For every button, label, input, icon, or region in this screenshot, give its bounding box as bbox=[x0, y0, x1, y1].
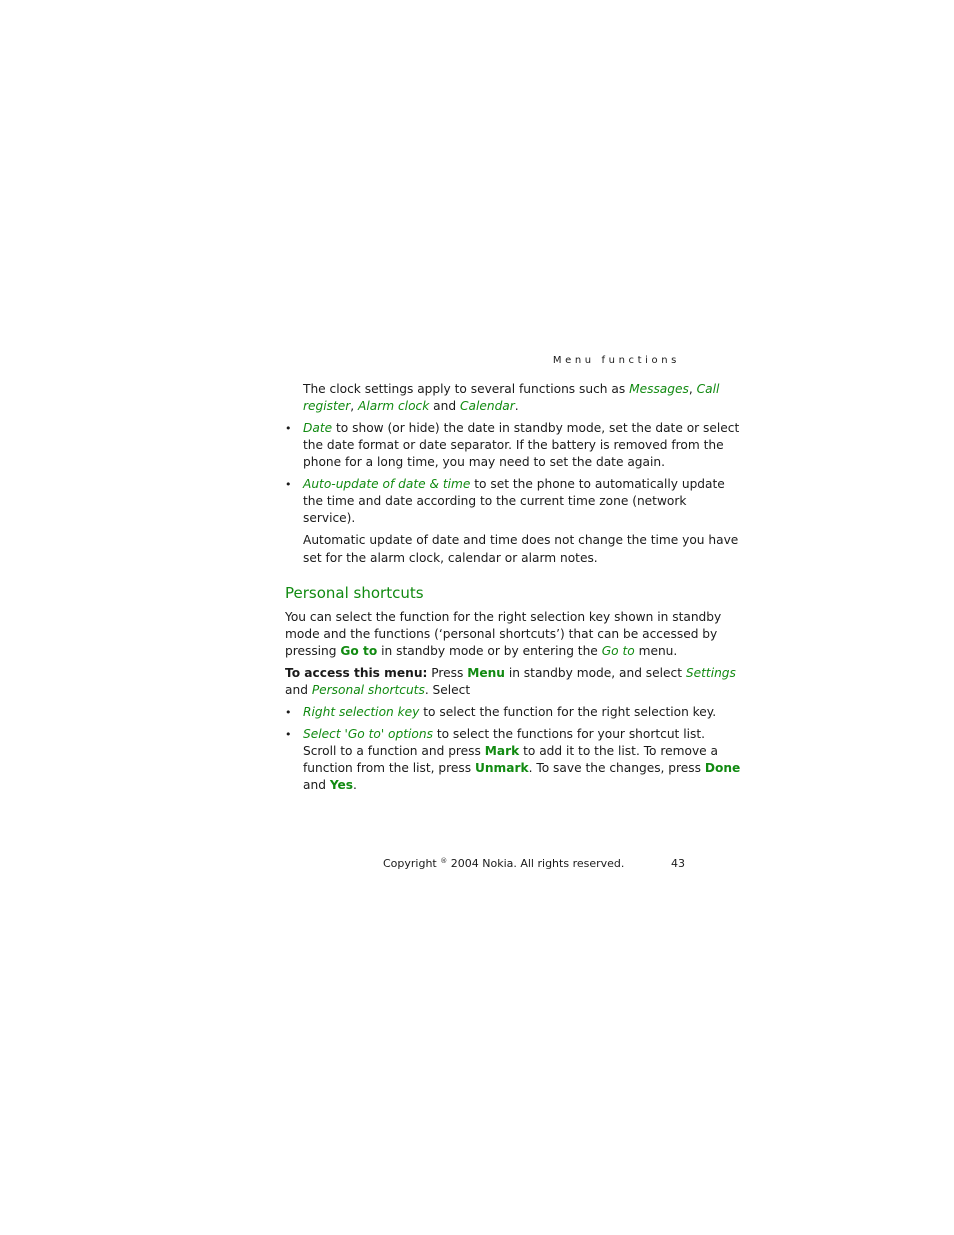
goto-desc: to select the functions for your shortcut list. bbox=[432, 727, 705, 741]
date-line-2: the date format or date separator. If the battery is removed from the bbox=[303, 438, 724, 452]
shortcuts-line-1: You can select the function for the right selection key shown in standby bbox=[285, 610, 722, 624]
goto-line-2 bbox=[303, 743, 718, 760]
copyright-text: 2004 Nokia. All rights reserved. bbox=[447, 857, 625, 870]
auto-update-term[interactable]: Auto-update of date & time bbox=[303, 477, 471, 491]
date-line-3: phone for a long time, you may need to set the date again. bbox=[303, 455, 665, 469]
access-text: in standby mode, and select bbox=[504, 666, 686, 680]
date-desc: to show (or hide) the date in standby mode, set the date or select bbox=[332, 421, 740, 435]
period: . bbox=[353, 778, 357, 792]
shortcuts-text: in standby mode or by entering the bbox=[377, 644, 602, 658]
auto-note-line-1: Automatic update of date and time does not change the time you have bbox=[303, 533, 739, 547]
auto-line-1 bbox=[303, 476, 725, 493]
settings-link[interactable]: Settings bbox=[685, 666, 736, 680]
goto-desc: and bbox=[303, 778, 330, 792]
intro-line-1 bbox=[303, 381, 719, 398]
call-register-link-cont[interactable]: register bbox=[303, 399, 351, 413]
section-heading: Personal shortcuts bbox=[285, 584, 424, 602]
goto-desc: . To save the changes, press bbox=[528, 761, 705, 775]
bullet-icon: • bbox=[285, 422, 292, 435]
call-register-link[interactable]: Call bbox=[696, 382, 720, 396]
bullet-icon: • bbox=[285, 728, 292, 741]
intro-line-2 bbox=[303, 398, 519, 415]
copyright-notice bbox=[383, 857, 624, 870]
auto-desc: to set the phone to automatically update bbox=[470, 477, 725, 491]
done-key: Done bbox=[704, 761, 741, 775]
access-label: To access this menu: bbox=[285, 666, 428, 680]
access-text: Press bbox=[427, 666, 468, 680]
personal-shortcuts-link[interactable]: Personal shortcuts bbox=[311, 683, 425, 697]
shortcuts-line-3 bbox=[285, 643, 677, 660]
shortcuts-text: menu. bbox=[634, 644, 678, 658]
goto-desc: to add it to the list. To remove a bbox=[519, 744, 719, 758]
shortcuts-line-2: mode and the functions (‘personal shortcuts’) that can be accessed by bbox=[285, 627, 718, 641]
alarm-clock-link[interactable]: Alarm clock bbox=[358, 399, 430, 413]
go-to-menu-link[interactable]: Go to bbox=[601, 644, 635, 658]
access-line-1 bbox=[285, 665, 736, 682]
auto-note-line-2: set for the alarm clock, calendar or alarm notes. bbox=[303, 551, 598, 565]
go-to-options-term[interactable]: Select 'Go to' options bbox=[303, 727, 433, 741]
goto-line-3 bbox=[303, 760, 740, 777]
intro-text: and bbox=[429, 399, 460, 413]
auto-line-2: the time and date according to the current time zone (network bbox=[303, 494, 687, 508]
date-term[interactable]: Date bbox=[303, 421, 333, 435]
access-text: . Select bbox=[424, 683, 471, 697]
shortcuts-text: pressing bbox=[285, 644, 341, 658]
menu-key: Menu bbox=[467, 666, 505, 680]
goto-line-4 bbox=[303, 777, 357, 794]
separator: , bbox=[350, 399, 359, 413]
goto-line-1 bbox=[303, 726, 705, 743]
right-key-desc: to select the function for the right selection key. bbox=[419, 705, 717, 719]
unmark-key: Unmark bbox=[474, 761, 529, 775]
access-text: and bbox=[285, 683, 312, 697]
auto-line-3: service). bbox=[303, 511, 356, 525]
registered-mark: ® bbox=[440, 857, 448, 865]
separator: , bbox=[688, 382, 697, 396]
access-line-2 bbox=[285, 682, 470, 699]
bullet-icon: • bbox=[285, 706, 292, 719]
calendar-link[interactable]: Calendar bbox=[459, 399, 515, 413]
mark-key: Mark bbox=[484, 744, 520, 758]
period: . bbox=[514, 399, 519, 413]
bullet-icon: • bbox=[285, 478, 292, 491]
goto-desc: function from the list, press bbox=[303, 761, 475, 775]
messages-link[interactable]: Messages bbox=[629, 382, 689, 396]
intro-text: The clock settings apply to several functions such as bbox=[303, 382, 630, 396]
yes-key: Yes bbox=[329, 778, 354, 792]
go-to-key: Go to bbox=[340, 644, 378, 658]
running-header: Menu functions bbox=[552, 355, 680, 366]
copyright-text: Copyright bbox=[383, 857, 441, 870]
right-key-line bbox=[303, 704, 716, 721]
page-number: 43 bbox=[671, 857, 685, 870]
date-line-1 bbox=[303, 420, 739, 437]
goto-desc: Scroll to a function and press bbox=[303, 744, 485, 758]
right-selection-key-term[interactable]: Right selection key bbox=[303, 705, 420, 719]
